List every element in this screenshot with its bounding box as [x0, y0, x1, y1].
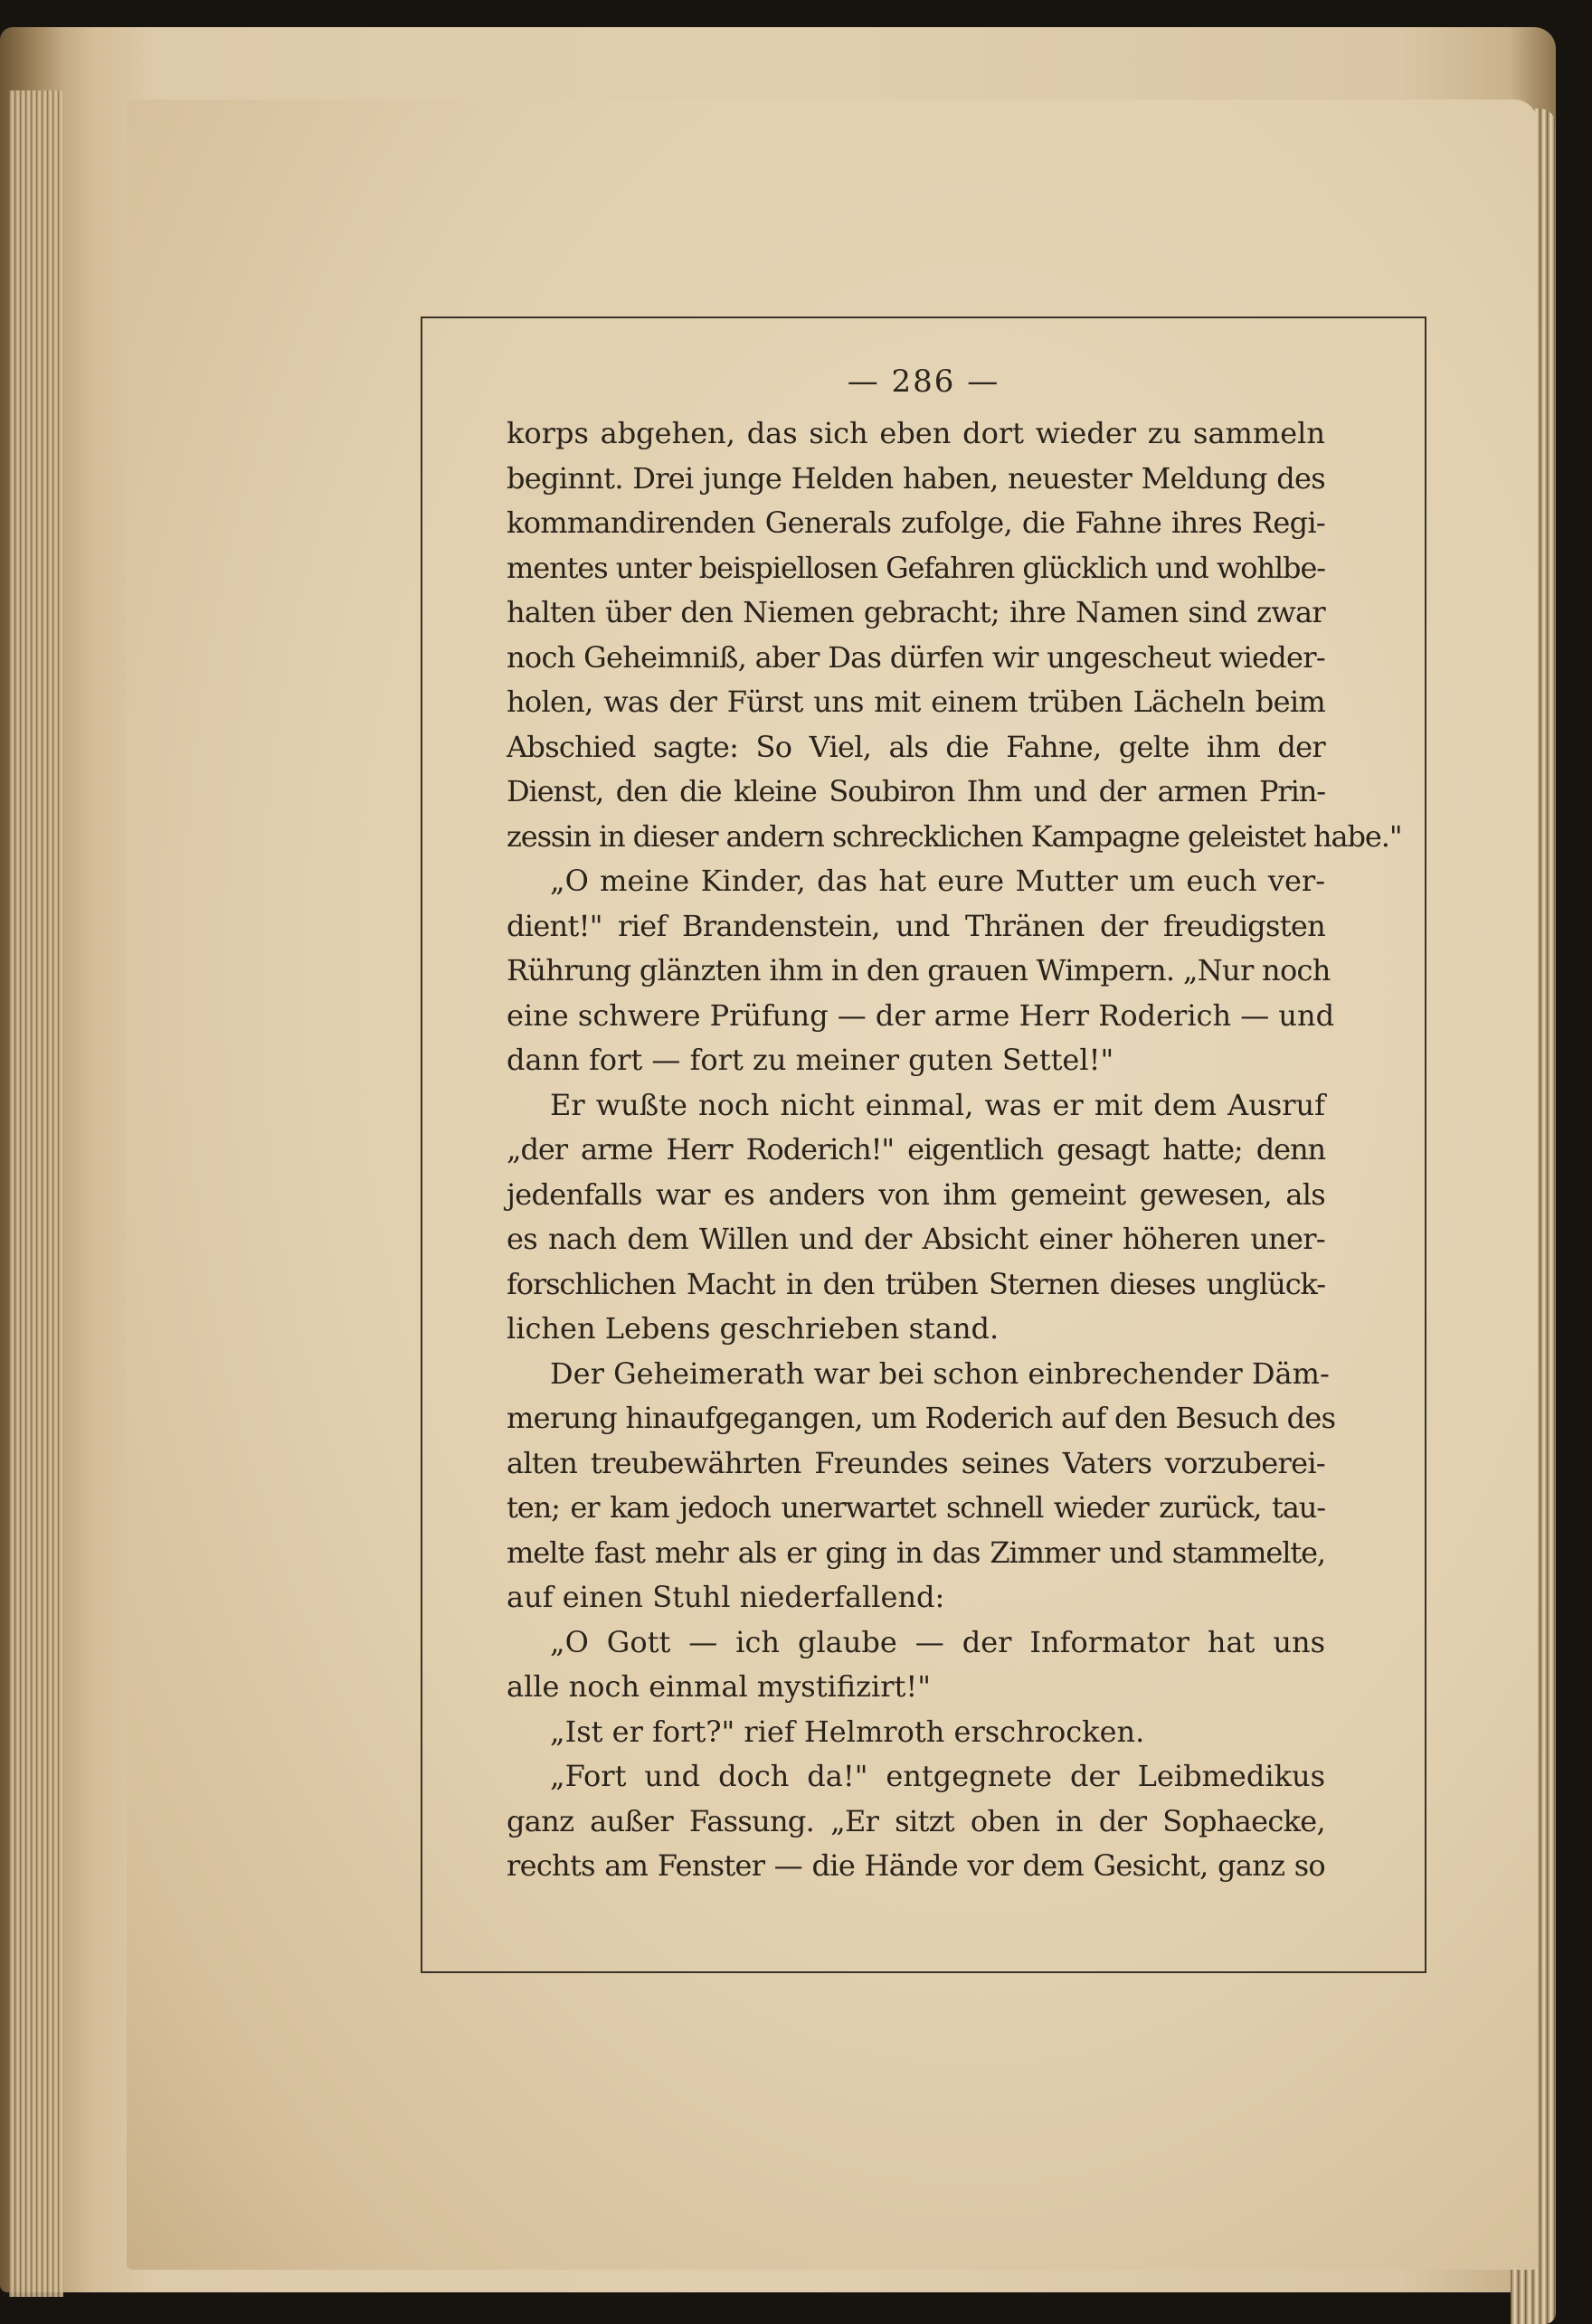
- text-line: dann fort — fort zu meiner guten Settel!": [507, 1043, 1114, 1077]
- text-line: mentes unter beispiellosen Gefahren glücklich und wohlbe-: [507, 550, 1325, 585]
- page-number: — 286 —: [847, 364, 1000, 400]
- text-line: rechts am Fenster — die Hände vor dem Gesicht, ganz so: [507, 1848, 1325, 1883]
- text-line: „Ist er fort?" rief Helmroth erschrocken.: [550, 1714, 1145, 1749]
- text-line: ten; er kam jedoch unerwartet schnell wieder zurück, tau-: [507, 1490, 1325, 1525]
- text-line: holen, was der Fürst uns mit einem trüben Lächeln beim: [507, 685, 1325, 719]
- text-line: „Fort und doch da!" entgegnete der Leibmedikus: [550, 1759, 1325, 1793]
- text-line: jedenfalls war es anders von ihm gemeint gewesen, als: [507, 1176, 1325, 1212]
- text-line: Abschied sagte: So Viel, als die Fahne, gelte ihm der: [507, 729, 1325, 764]
- text-line: Dienst, den die kleine Soubiron Ihm und der armen Prin-: [507, 774, 1325, 808]
- text-line: zessin in dieser andern schrecklichen Kampagne geleistet habe.": [507, 818, 1402, 854]
- text-line: forschlichen Macht in den trüben Sternen dieses unglück-: [507, 1266, 1325, 1301]
- text-line: ganz außer Fassung. „Er sitzt oben in der Sophaecke,: [507, 1803, 1325, 1838]
- text-line: eine schwere Prüfung — der arme Herr Roderich — und: [507, 997, 1335, 1033]
- text-line: es nach dem Willen und der Absicht einer höheren uner-: [507, 1222, 1325, 1256]
- text-line: „O Gott — ich glaube — der Informator hat uns: [550, 1624, 1325, 1659]
- text-line: korps abgehen, das sich eben dort wieder zu sammeln: [507, 416, 1325, 450]
- text-line: noch Geheimniß, aber Das dürfen wir ungescheut wieder-: [507, 639, 1325, 675]
- text-line: „O meine Kinder, das hat eure Mutter um euch ver-: [550, 864, 1325, 898]
- text-line: beginnt. Drei junge Helden haben, neuester Meldung des: [507, 460, 1325, 496]
- text-line: lichen Lebens geschrieben stand.: [507, 1311, 1000, 1346]
- page-edges-left: [9, 90, 63, 2297]
- text-line: Rührung glänzten ihm in den grauen Wimpern. „Nur noch: [507, 953, 1331, 987]
- text-line: merung hinaufgegangen, um Roderich auf den Besuch des: [507, 1401, 1336, 1435]
- text-line: auf einen Stuhl niederfallend:: [507, 1580, 945, 1614]
- text-line: alten treubewährten Freundes seines Vaters vorzuberei-: [507, 1445, 1325, 1480]
- text-line: melte fast mehr als er ging in das Zimmer und stammelte,: [507, 1535, 1325, 1570]
- text-line: „der arme Herr Roderich!" eigentlich gesagt hatte; denn: [507, 1132, 1325, 1167]
- text-line: Er wußte noch nicht einmal, was er mit dem Ausruf: [550, 1087, 1325, 1122]
- text-line: dient!" rief Brandenstein, und Thränen der freudigsten: [507, 908, 1325, 943]
- text-line: alle noch einmal mystifizirt!": [507, 1669, 931, 1704]
- text-line: kommandirenden Generals zufolge, die Fahne ihres Regi-: [507, 505, 1325, 540]
- body-text: [507, 411, 1402, 1889]
- text-line: halten über den Niemen gebracht; ihre Namen sind zwar: [507, 595, 1325, 629]
- text-line: Der Geheimerath war bei schon einbrechender Däm-: [550, 1356, 1330, 1391]
